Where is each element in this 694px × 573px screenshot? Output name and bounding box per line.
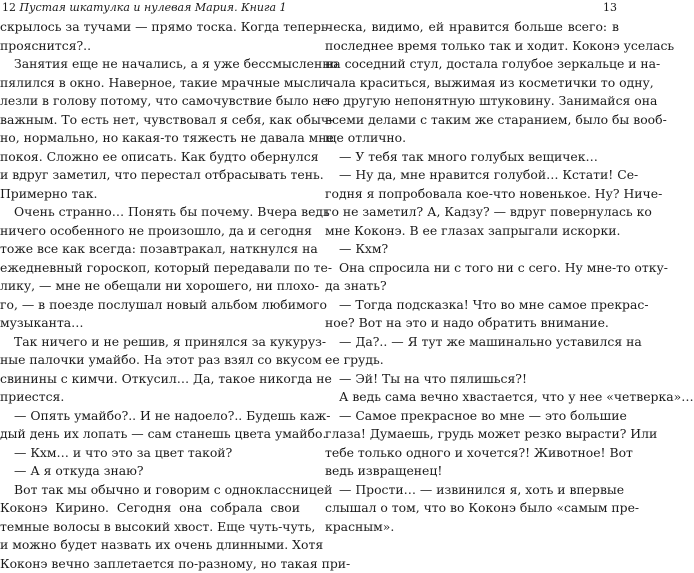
text-line: покоя. Сложно ее описать. Как будто обернулся: [0, 148, 300, 167]
text-line: ное? Вот на это и надо обратить внимание.: [325, 314, 619, 333]
text-line: — Эй! Ты на что пялишься?!: [325, 370, 619, 389]
text-line: — Да?.. — Я тут же машинально уставился на: [325, 333, 619, 352]
left-page: [0, 0, 300, 448]
text-line: на соседний стул, достала голубое зеркальце и на-: [325, 55, 619, 74]
text-line: ческа, видимо, ей нравится больше всего: в: [325, 18, 619, 37]
text-line: ежедневный гороскоп, который передавали по те-: [0, 259, 300, 278]
text-line: А ведь сама вечно хвастается, что у нее «четверка»…: [325, 388, 619, 407]
left-running-head: [0, 0, 300, 16]
text-line: всеми делами с таким же старанием, было бы вооб-: [325, 111, 619, 130]
text-line: го не заметил? А, Кадзу? — вдруг повернулась ко: [325, 203, 619, 222]
text-line: годня я попробовала кое-что новенькое. Ну? Ниче-: [325, 185, 619, 204]
text-line: Занятия еще не начались, а я уже бессмысленно: [0, 55, 300, 74]
text-line: — У тебя так много голубых вещичек…: [325, 148, 619, 167]
text-line: — Опять умайбо?.. И не надоело?.. Будешь каж-: [0, 407, 300, 426]
text-line: пялился в окно. Наверное, такие мрачные мысли: [0, 74, 300, 93]
text-line: приестся.: [0, 388, 300, 407]
text-line: Так ничего и не решив, я принялся за кукуруз-: [0, 333, 300, 352]
text-line: ные палочки умайбо. На этот раз взял со вкусом: [0, 351, 300, 370]
text-line: лику, — мне не обещали ни хорошего, ни плохо-: [0, 277, 300, 296]
text-line: — Прости… — извинился я, хоть и впервые: [325, 481, 619, 500]
text-line: ее грудь.: [325, 351, 619, 370]
text-line: Очень странно… Понять бы почему. Вчера ведь: [0, 203, 300, 222]
text-line: — Ну да, мне нравится голубой… Кстати! Се-: [325, 166, 619, 185]
text-line: музыканта…: [0, 314, 300, 333]
text-line: Примерно так.: [0, 185, 300, 204]
text-line: го, — в поезде послушал новый альбом любимого: [0, 296, 300, 315]
text-line: свинины с кимчи. Откусил… Да, такое никогда не: [0, 370, 300, 389]
text-line: тоже все как всегда: позавтракал, наткнулся на: [0, 240, 300, 259]
text-line: лезли в голову потому, что самочувствие было не-: [0, 92, 300, 111]
text-line: красным».: [325, 518, 619, 537]
left-page-text: [0, 18, 300, 573]
text-line: — А я откуда знаю?: [0, 462, 300, 481]
text-line: последнее время только так и ходит. Коконэ уселась: [325, 37, 619, 56]
right-page-number: 13: [603, 1, 617, 14]
text-line: да знать?: [325, 277, 619, 296]
text-line: темные волосы в высокий хвост. Еще чуть-чуть,: [0, 518, 300, 537]
text-line: Коконэ вечно заплетается по-разному, но такая при-: [0, 555, 300, 573]
text-line: то другую непонятную штуковину. Занимайся она: [325, 92, 619, 111]
text-line: важным. То есть нет, чувствовал я себя, как обыч-: [0, 111, 300, 130]
text-line: глаза! Думаешь, грудь может резко вырасти? Или: [325, 425, 619, 444]
text-line: слышал о том, что во Коконэ было «самым пре-: [325, 499, 619, 518]
text-line: — Тогда подсказка! Что во мне самое прекрас-: [325, 296, 619, 315]
text-line: ничего особенного не произошло, да и сегодня: [0, 222, 300, 241]
left-page-number: 12: [2, 1, 16, 14]
text-line: ведь извращенец!: [325, 462, 619, 481]
text-line: тебе только одного и хочется?! Животное! Вот: [325, 444, 619, 463]
text-line: и можно будет назвать их очень длинными. Хотя: [0, 536, 300, 555]
right-page: [325, 0, 619, 448]
right-running-head: [325, 0, 619, 16]
text-line: чала краситься, выжимая из косметички то одну,: [325, 74, 619, 93]
text-line: прояснится?..: [0, 37, 300, 56]
text-line: и вдруг заметил, что перестал отбрасывать тень.: [0, 166, 300, 185]
text-line: — Кхм?: [325, 240, 619, 259]
right-page-text: [325, 18, 619, 536]
text-line: Она спросила ни с того ни с сего. Ну мне-то отку-: [325, 259, 619, 278]
text-line: — Кхм… и что это за цвет такой?: [0, 444, 300, 463]
text-line: Коконэ Кирино. Сегодня она собрала свои: [0, 499, 300, 518]
text-line: — Самое прекрасное во мне — это большие: [325, 407, 619, 426]
text-line: скрылось за тучами — прямо тоска. Когда теперь: [0, 18, 300, 37]
text-line: мне Коконэ. В ее глазах запрыгали искорки.: [325, 222, 619, 241]
text-line: ще отлично.: [325, 129, 619, 148]
text-line: дый день их лопать — сам станешь цвета умайбо.: [0, 425, 300, 444]
text-line: Вот так мы обычно и говорим с одноклассницей: [0, 481, 300, 500]
running-head-title: Пустая шкатулка и нулевая Мария. Книга 1: [20, 1, 287, 14]
text-line: но, нормально, но какая-то тяжесть не давала мне: [0, 129, 300, 148]
